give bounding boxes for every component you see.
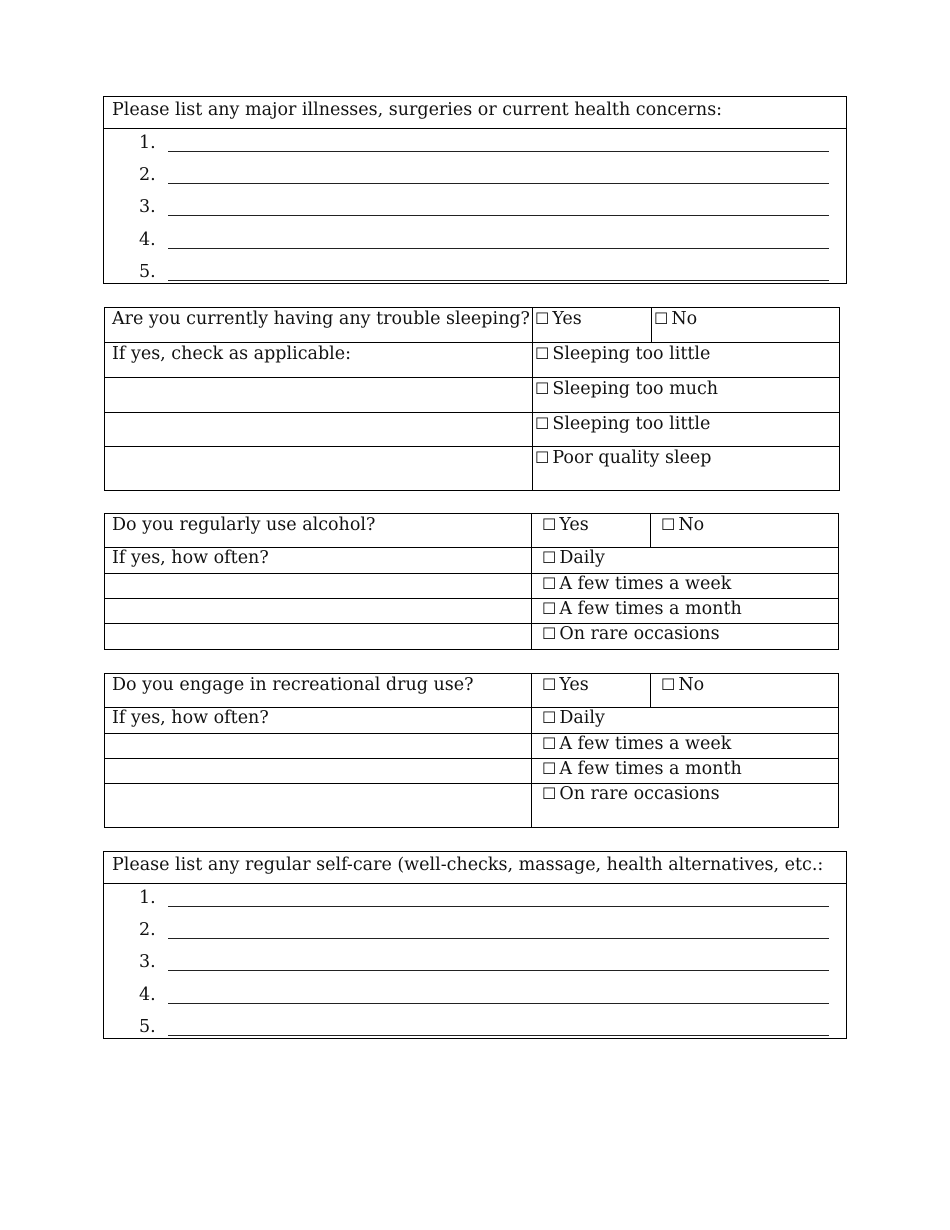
sleep-option-checkbox[interactable] bbox=[533, 343, 840, 378]
alcohol-yes-label: Yes bbox=[559, 515, 589, 535]
sleep-no-checkbox[interactable] bbox=[652, 308, 840, 343]
alcohol-question: Do you regularly use alcohol? bbox=[105, 514, 532, 548]
answer-line[interactable] bbox=[168, 280, 829, 281]
item-number: 3. bbox=[139, 952, 156, 972]
drugs-followup: If yes, how often? bbox=[105, 708, 532, 734]
selfcare-title: Please list any regular self-care (well-checks, massage, health alternatives, etc.: bbox=[104, 852, 846, 884]
item-number: 1. bbox=[139, 888, 156, 908]
list-item[interactable] bbox=[104, 985, 846, 1017]
drugs-option-checkbox[interactable] bbox=[532, 759, 839, 784]
sleep-option-label: Sleeping too much bbox=[552, 379, 719, 399]
list-item[interactable] bbox=[104, 165, 846, 197]
alcohol-option-checkbox[interactable] bbox=[532, 574, 839, 599]
alcohol-option-checkbox[interactable] bbox=[532, 624, 839, 650]
alcohol-no-checkbox[interactable] bbox=[651, 514, 839, 548]
answer-line[interactable] bbox=[168, 1003, 829, 1004]
answer-line[interactable] bbox=[168, 938, 829, 939]
drugs-no-label: No bbox=[678, 675, 705, 695]
sleep-question: Are you currently having any trouble sleeping? bbox=[105, 308, 533, 343]
drugs-section bbox=[104, 673, 839, 828]
sleep-option-checkbox[interactable] bbox=[533, 447, 840, 491]
sleep-followup: If yes, check as applicable: bbox=[105, 343, 533, 378]
answer-line[interactable] bbox=[168, 215, 829, 216]
empty-cell bbox=[105, 734, 532, 759]
drugs-yes-label: Yes bbox=[559, 675, 589, 695]
empty-cell bbox=[105, 378, 533, 413]
sleep-option-checkbox[interactable] bbox=[533, 413, 840, 447]
list-item[interactable] bbox=[104, 133, 846, 165]
item-number: 3. bbox=[139, 197, 156, 217]
item-number: 5. bbox=[139, 262, 156, 282]
list-item[interactable] bbox=[104, 952, 846, 984]
drugs-option-checkbox[interactable] bbox=[532, 734, 839, 759]
answer-line[interactable] bbox=[168, 970, 829, 971]
empty-cell bbox=[105, 413, 533, 447]
item-number: 4. bbox=[139, 985, 156, 1005]
drugs-no-checkbox[interactable] bbox=[651, 674, 839, 708]
item-number: 4. bbox=[139, 230, 156, 250]
empty-cell bbox=[105, 784, 532, 828]
item-number: 2. bbox=[139, 920, 156, 940]
selfcare-section bbox=[103, 851, 847, 1039]
list-item[interactable] bbox=[104, 262, 846, 294]
illnesses-title: Please list any major illnesses, surgeries or current health concerns: bbox=[104, 97, 846, 129]
sleep-no-label: No bbox=[671, 309, 698, 329]
drugs-option-checkbox[interactable] bbox=[532, 708, 839, 734]
sleep-option-label: Sleeping too little bbox=[552, 414, 711, 434]
alcohol-yes-checkbox[interactable] bbox=[532, 514, 651, 548]
empty-cell bbox=[105, 599, 532, 624]
alcohol-option-label: A few times a month bbox=[559, 599, 742, 619]
answer-line[interactable] bbox=[168, 906, 829, 907]
answer-line[interactable] bbox=[168, 248, 829, 249]
alcohol-option-label: A few times a week bbox=[559, 574, 732, 594]
sleep-option-label: Poor quality sleep bbox=[552, 448, 712, 468]
drugs-option-label: A few times a week bbox=[559, 734, 732, 754]
item-number: 1. bbox=[139, 133, 156, 153]
drugs-question: Do you engage in recreational drug use? bbox=[105, 674, 532, 708]
drugs-option-label: Daily bbox=[559, 708, 605, 728]
answer-line[interactable] bbox=[168, 183, 829, 184]
sleep-option-label: Sleeping too little bbox=[552, 344, 711, 364]
sleep-option-checkbox[interactable] bbox=[533, 378, 840, 413]
illnesses-section bbox=[103, 96, 847, 284]
item-number: 2. bbox=[139, 165, 156, 185]
drugs-yes-checkbox[interactable] bbox=[532, 674, 651, 708]
empty-cell bbox=[105, 574, 532, 599]
empty-cell bbox=[105, 759, 532, 784]
list-item[interactable] bbox=[104, 1017, 846, 1049]
empty-cell bbox=[105, 624, 532, 650]
answer-line[interactable] bbox=[168, 1035, 829, 1036]
alcohol-option-label: Daily bbox=[559, 548, 605, 568]
alcohol-followup: If yes, how often? bbox=[105, 548, 532, 574]
list-item[interactable] bbox=[104, 920, 846, 952]
alcohol-no-label: No bbox=[678, 515, 705, 535]
list-item[interactable] bbox=[104, 230, 846, 262]
sleep-yes-label: Yes bbox=[552, 309, 582, 329]
alcohol-option-checkbox[interactable] bbox=[532, 599, 839, 624]
list-item[interactable] bbox=[104, 888, 846, 920]
sleep-yes-checkbox[interactable] bbox=[533, 308, 652, 343]
answer-line[interactable] bbox=[168, 151, 829, 152]
empty-cell bbox=[105, 447, 533, 491]
alcohol-option-label: On rare occasions bbox=[559, 624, 720, 644]
alcohol-section bbox=[104, 513, 839, 650]
drugs-option-label: A few times a month bbox=[559, 759, 742, 779]
alcohol-option-checkbox[interactable] bbox=[532, 548, 839, 574]
drugs-option-checkbox[interactable] bbox=[532, 784, 839, 828]
sleep-section bbox=[104, 307, 840, 491]
item-number: 5. bbox=[139, 1017, 156, 1037]
drugs-option-label: On rare occasions bbox=[559, 784, 720, 804]
list-item[interactable] bbox=[104, 197, 846, 229]
